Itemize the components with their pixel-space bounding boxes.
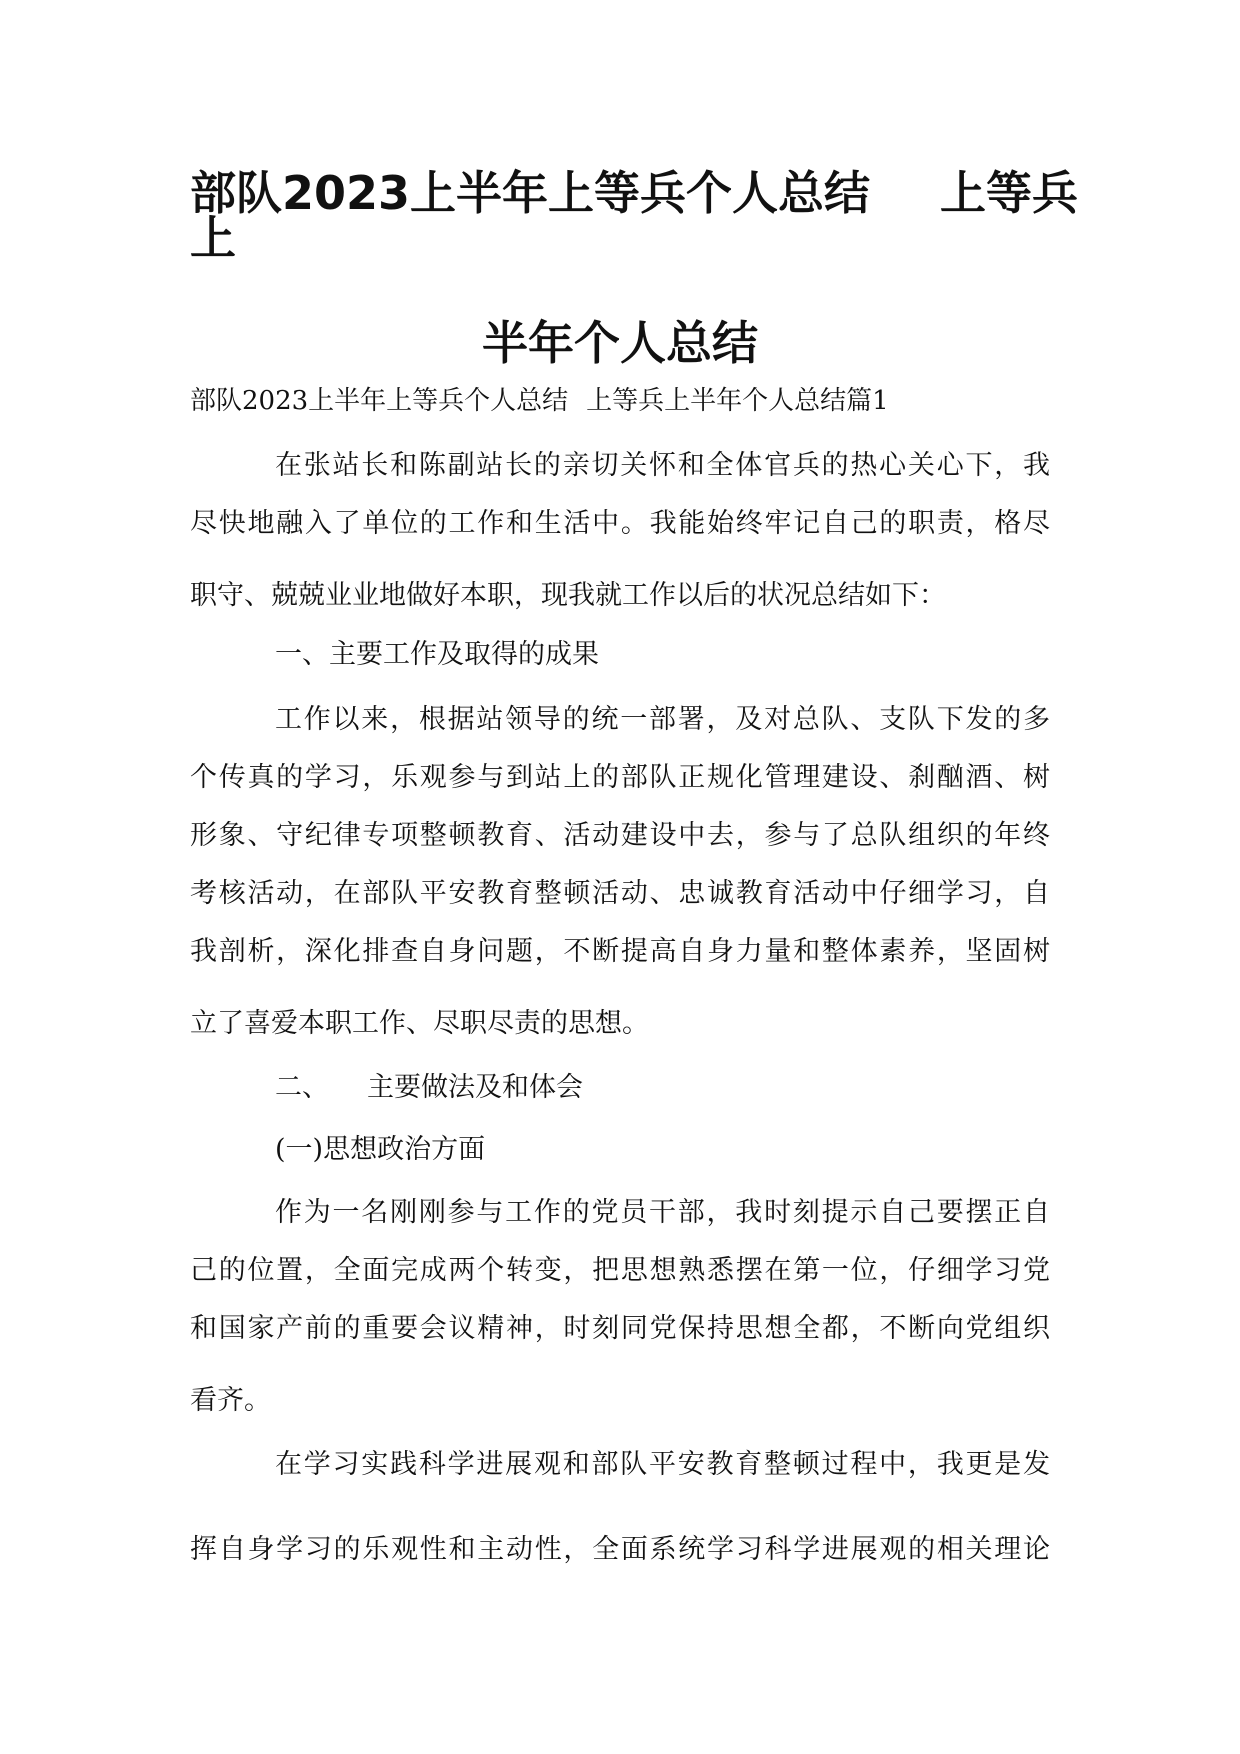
document-subtitle: [190, 383, 889, 419]
document-title-line-2: 上: [190, 211, 236, 265]
body-line: 挥自身学习的乐观性和主动性，全面系统学习科学进展观的相关理论: [190, 1534, 1050, 1565]
subtitle-part-a: 部队2023上半年上等兵个人总结: [190, 386, 569, 416]
section-heading-2: [275, 1070, 1050, 1106]
body-line: 工作以来，根据站领导的统一部署，及对总队、支队下发的多: [275, 704, 1050, 735]
body-line: 立了喜爱本职工作、尽职尽责的思想。: [190, 1008, 649, 1039]
body-line: 和国家产前的重要会议精神，时刻同党保持思想全都，不断向党组织: [190, 1313, 1050, 1344]
title-part-a: 部队2023上半年上等兵个人总结: [190, 166, 871, 220]
body-line: 考核活动，在部队平安教育整顿活动、忠诚教育活动中仔细学习，自: [190, 878, 1050, 909]
body-line: 个传真的学习，乐观参与到站上的部队正规化管理建设、刹酗酒、树: [190, 762, 1050, 793]
body-line: 看齐。: [190, 1385, 271, 1416]
title-part-b: 上等兵: [940, 166, 1079, 220]
subtitle-part-b: 上等兵上半年个人总结篇1: [586, 386, 889, 416]
body-line: 尽快地融入了单位的工作和生活中。我能始终牢记自己的职责，格尽: [190, 508, 1050, 539]
subsection-heading: (一)思想政治方面: [275, 1134, 486, 1165]
section-title: 主要做法及和体会: [367, 1072, 583, 1103]
body-line: 职守、兢兢业业地做好本职，现我就工作以后的状况总结如下：: [190, 580, 946, 611]
document-title-line-3: 半年个人总结: [482, 316, 758, 370]
body-line: 作为一名刚刚参与工作的党员干部，我时刻提示自己要摆正自: [275, 1197, 1050, 1228]
body-line: 我剖析，深化排查自身问题，不断提高自身力量和整体素养，坚固树: [190, 936, 1050, 967]
section-number: 二、: [275, 1072, 329, 1103]
body-line: 在张站长和陈副站长的亲切关怀和全体官兵的热心关心下，我: [275, 450, 1050, 481]
section-heading-1: 一、主要工作及取得的成果: [275, 639, 599, 670]
body-line: 在学习实践科学进展观和部队平安教育整顿过程中，我更是发: [275, 1449, 1050, 1480]
body-line: 形象、守纪律专项整顿教育、活动建设中去，参与了总队组织的年终: [190, 820, 1050, 851]
body-line: 己的位置，全面完成两个转变，把思想熟悉摆在第一位，仔细学习党: [190, 1255, 1050, 1286]
